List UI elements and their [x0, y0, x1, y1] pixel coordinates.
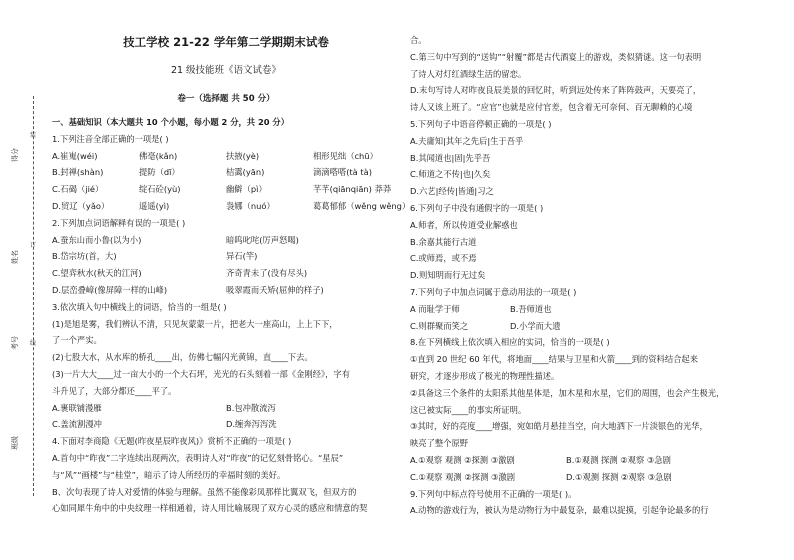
q1-option-row	[52, 164, 400, 181]
exam-subtitle: 21 级技能班《语文试卷》	[170, 65, 282, 76]
q3-text-line: (1)是旭是雾，我们辨认不清，只见灰蒙蒙一片，把老大一座高山，上上下下，	[52, 318, 338, 329]
q1-option: 幽僻（pì）	[226, 184, 267, 195]
q1-option: 芊芊(qiānqiān) 莽莽	[313, 184, 392, 195]
q4-text-line: 与“风”“画楼”与“桂堂”，暗示了诗人所经历的幸福时刻的美好。	[52, 469, 286, 480]
q4-continued-line: 诗人又该上班了。“应官”也就是应付官差，包含着无可奈何、百无聊赖的心境	[410, 102, 693, 113]
q4-text-line: A.首句中“昨夜”二字连续出现两次，表明诗人对“昨夜”的记忆刻骨铭心。“星辰”	[52, 452, 344, 463]
binding-margin	[0, 0, 40, 560]
q1-option-row	[52, 198, 411, 215]
margin-label-score: 得分	[11, 148, 19, 162]
q2-option: B.岱宗坊(首，大)	[52, 251, 117, 262]
q1-option: 袅娜（nuó）	[226, 200, 275, 211]
q6-option: A.师者，所以传道受业解惑也	[410, 219, 518, 230]
q8-text-line: 研究，才逐步形成了极光的物理性描述。	[410, 370, 560, 381]
q1-option: 绽石砼(yù)	[139, 184, 181, 195]
q8-text-line: ③其时，好的亮度____增强，宛如皓月悬挂当空，向大地洒下一片淡银色的光华，	[410, 421, 708, 432]
q5-option: C.师道之不传|也|久矣	[410, 169, 491, 180]
q8-option: B.①观测 探测 ②观察 ③急剧	[566, 454, 671, 465]
binding-dashed-line	[33, 96, 34, 496]
q2-option: D.层峦叠嶂(像屏障一样的山峰)	[52, 284, 168, 295]
q4-stem: 4.下面对李商隐《无题(昨夜星辰昨夜风)》赏析不正确的一项是( )	[52, 436, 292, 447]
q4-continued-line: C.第三句中写到的“送钩”“射覆”都是古代酒宴上的游戏，类似猜谜。这一句表明	[410, 51, 702, 62]
q3-option: B.包冲散流泻	[226, 402, 276, 413]
q1-option: 相形见绌（chū）	[313, 150, 378, 161]
q4-continued-line: D.末句写诗人对昨夜良辰美景的回忆时，听到远处传来了阵阵鼓声，天要亮了，	[410, 85, 702, 96]
q2-stem: 2.下列加点词语解释有误的一项是( )	[52, 217, 186, 228]
q5-option: B.其闻道也|固|先乎吾	[410, 152, 491, 163]
q1-option: C.石碣（jié）	[52, 184, 104, 195]
q1-option: 遥遥(yì)	[139, 200, 170, 211]
margin-mark-zhuang: 装	[30, 132, 37, 139]
q6-option: D.则知明而行无过矣	[410, 270, 486, 281]
q8-option-row	[410, 469, 788, 486]
q3-text-line: (3)一片大大____过一亩大小的一个大石坪，光光的石头刻着一部《金刚经》，字有	[52, 368, 350, 379]
q3-text-line: (2)七股大水，从水库的桥孔____出，仿佛七幅闪光黄锦，直____下去。	[52, 352, 313, 363]
q7-option: B.吾师道也	[510, 303, 552, 314]
q2-option: 异石(竿)	[226, 251, 258, 262]
q7-option-row	[410, 318, 788, 335]
q2-option: C.望弈秋水(秋天的江河)	[52, 268, 142, 279]
q1-stem: 1.下列注音全部正确的一项是( )	[52, 133, 169, 144]
q5-option: D.六艺|经传|皆通|习之	[410, 186, 494, 197]
q2-option: 齐奇青未了(没有尽头)	[226, 268, 308, 279]
q8-option: D.①观测 探测 ②观察 ③急剧	[566, 471, 672, 482]
q2-option-row	[52, 282, 400, 299]
q5-stem: 5.下列句子中语音停顿正确的一项是( )	[410, 118, 552, 129]
q2-option: A.蚕东山而小鲁(以为小)	[52, 234, 142, 245]
q6-stem: 6.下列句子中没有通假字的一项是( )	[410, 202, 544, 213]
q1-option: A.崔嵬(wéi)	[52, 150, 98, 161]
q2-option: 暗呜叱咤(厉声怒喝)	[226, 234, 299, 245]
q3-option-row	[52, 416, 400, 433]
q8-option-row	[410, 452, 788, 469]
q8-text-line: 这已被实际____的事实所证明。	[410, 404, 527, 415]
q4-continued-line: 合。	[410, 35, 427, 45]
q4-continued-line: 了诗人对灯红酒绿生活的留恋。	[410, 68, 527, 79]
q1-option: 桔霭(yān)	[226, 167, 265, 178]
q3-option: D.缠奔泻泻洗	[226, 419, 277, 430]
q8-text-line: ②具备这三个条件的太阳系其他星体是，加木星和水星，它们的周围，也会产生极光，	[410, 387, 725, 398]
q8-option: A.①观察 观测 ②探测 ③激剧	[410, 454, 515, 465]
exam-title: 技工学校 21-22 学年第二学期期末试卷	[123, 35, 329, 49]
q7-option: D.小学而大遗	[510, 320, 561, 331]
q1-option: 葛葛郁郁（wěng wěng）	[313, 200, 411, 211]
margin-mark-xian: 线	[30, 340, 37, 347]
volume-heading: 卷一（选择题 共 50 分）	[177, 94, 275, 104]
margin-mark-ding: 订	[30, 242, 37, 249]
right-column	[410, 32, 788, 519]
q1-option: B.封禅(shàn)	[52, 167, 104, 178]
q4-text-line: B、次句表现了诗人对爱情的体验与理解。虽然不能像彩凤那样比翼双飞，但双方的	[52, 486, 357, 497]
q2-option-row	[52, 265, 400, 282]
q3-text-line: 斗升见了，大部分都还____平了。	[52, 385, 177, 396]
q8-text-line: ①直到 20 世纪 60 年代，将地面____结果与卫星和火箭____到的资料结合起来	[410, 354, 699, 365]
q1-option: 扶掖(yè)	[226, 150, 260, 161]
q7-option: A 而耻学于师	[410, 303, 460, 314]
q3-text-line: 了一个严实。	[52, 335, 102, 346]
q2-option-row	[52, 248, 400, 265]
q6-option: C.或师焉，或不焉	[410, 253, 477, 264]
q1-option: 滴滴嗒嗒(tà tà)	[313, 167, 372, 178]
q4-text-line: 心如同犀牛角中的中央纹理一样相通着，诗人用比喻展现了双方心灵的感应和情意的契	[52, 503, 368, 514]
q3-option: C.盖流割漫冲	[52, 419, 102, 430]
q7-option: C.则群聚而笑之	[410, 320, 469, 331]
q6-option: B.余嘉其能行古道	[410, 236, 477, 247]
q9-text-line: A.动物的游戏行为，被认为是动物行为中最复杂，最难以捉摸，引起争论最多的行	[410, 505, 709, 516]
section-heading: 一、基础知识（本大题共 10 个小题，每小题 2 分，共 20 分）	[52, 117, 290, 127]
margin-label-class: 班级	[11, 436, 19, 450]
q1-option: 提防（dī）	[139, 167, 180, 178]
q2-option: 吸翠霞而夭矫(屈伸的样子)	[226, 284, 324, 295]
q3-stem: 3.依次填入句中横线上的词语，恰当的一组是( )	[52, 301, 227, 312]
margin-label-id: 考号	[11, 336, 19, 350]
q9-stem: 9.下列句中标点符号使用不正确的一项是( )。	[410, 488, 577, 499]
q1-option: 佛毫(kǎn)	[139, 150, 178, 161]
q1-option: D.贸辽（yǎo）	[52, 200, 110, 211]
q8-stem: 8.在下列横线上依次填入相应的实词，恰当的一项是( )	[410, 337, 610, 348]
q7-option-row	[410, 301, 788, 318]
q3-option: A.裹联铺漫雁	[52, 402, 102, 413]
q7-stem: 7.下列句子中加点词属于意动用法的一项是( )	[410, 286, 577, 297]
left-column	[52, 0, 411, 517]
q5-option: A.夫庸知|其年之先后|生于吾乎	[410, 135, 524, 146]
q8-text-line: 映亮了整个原野	[410, 438, 469, 449]
q2-option-row	[52, 232, 400, 249]
q1-option-row	[52, 148, 400, 165]
margin-label-name: 姓名	[11, 250, 19, 264]
q3-option-row	[52, 400, 400, 417]
q8-option: C.①观察 观测 ②探测 ③激剧	[410, 471, 516, 482]
q1-option-row	[52, 181, 400, 198]
